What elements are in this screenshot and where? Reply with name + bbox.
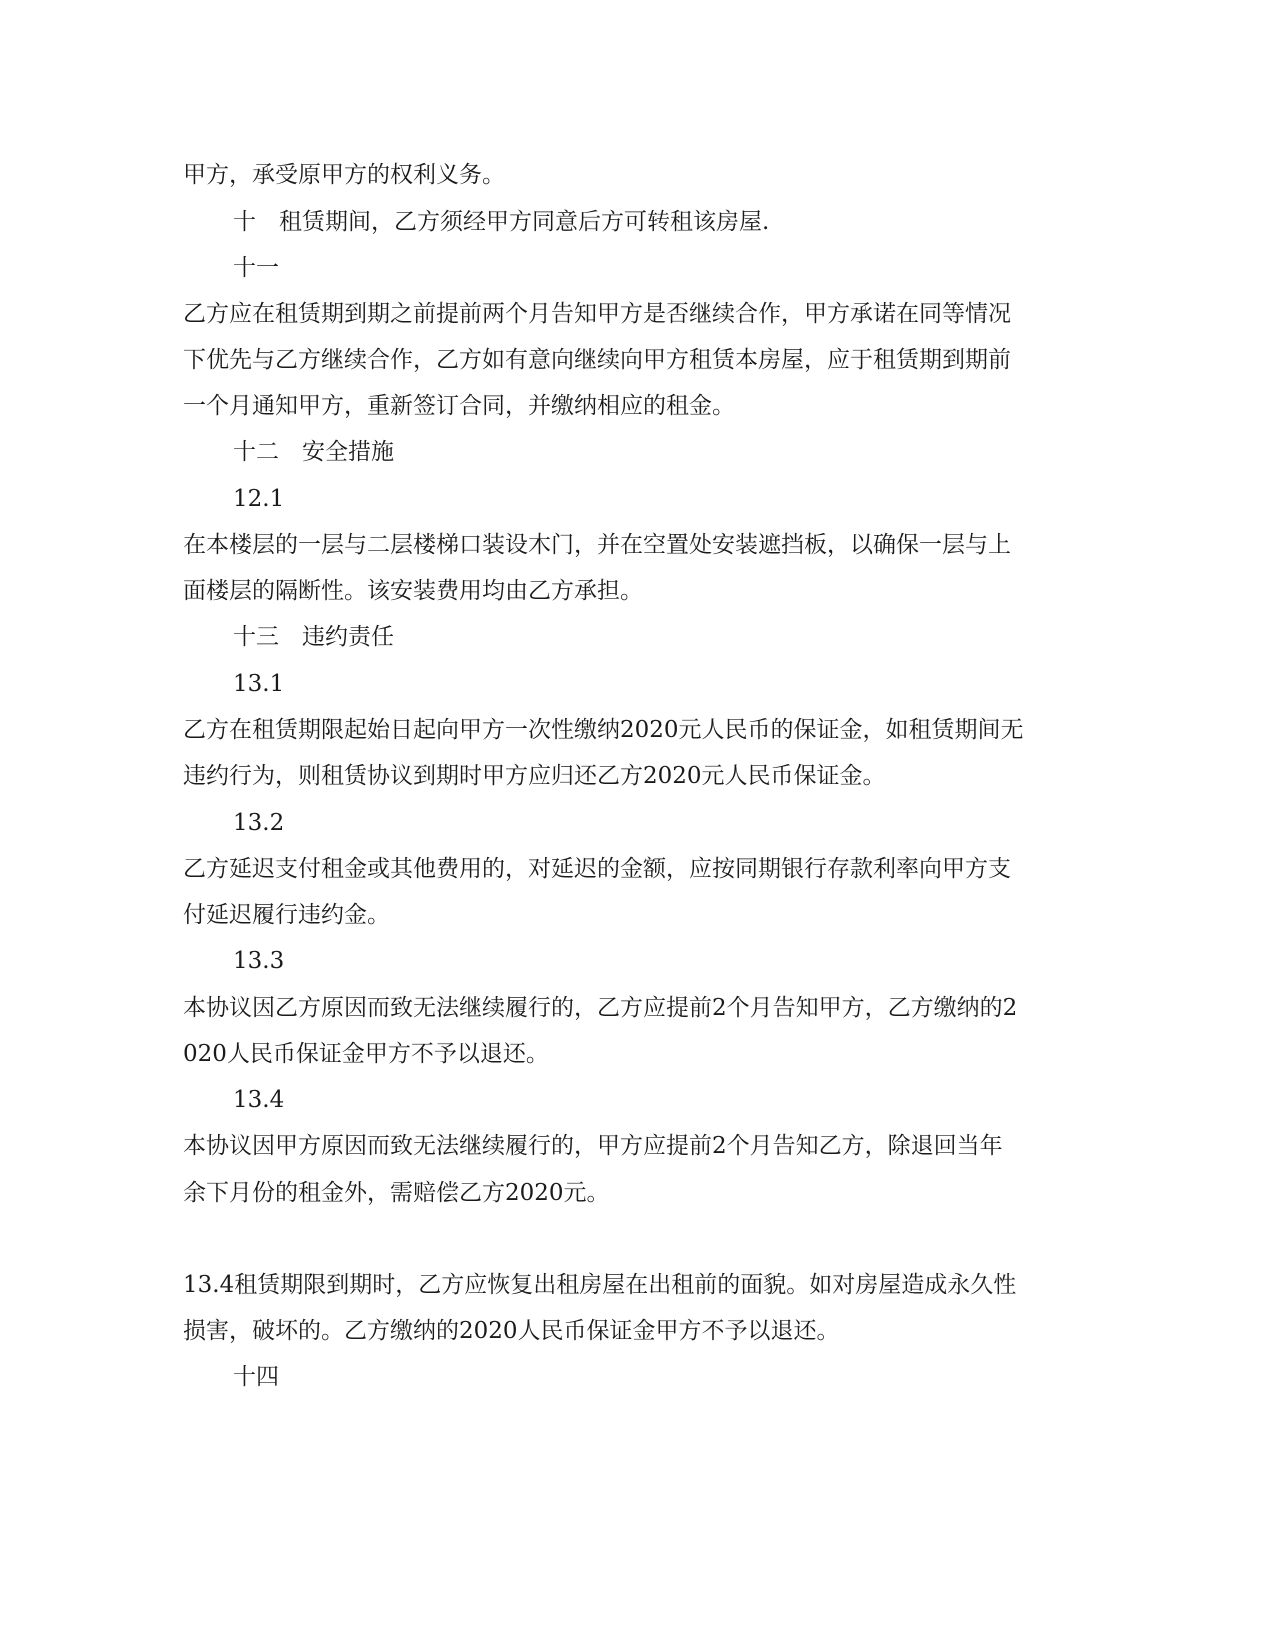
subclause-number: 13.3 [233, 948, 285, 974]
text-line: 甲方，承受原甲方的权利义务。 [183, 162, 505, 188]
clause-13-heading: 十三 违约责任 [233, 624, 394, 650]
subclause-number: 13.1 [233, 671, 285, 697]
clause-14-heading: 十四 [233, 1364, 279, 1390]
text-line: 余下月份的租金外，需赔偿乙方2020元。 [183, 1180, 610, 1206]
text-line: 下优先与乙方继续合作，乙方如有意向继续向甲方租赁本房屋，应于租赁期到期前 [183, 347, 1011, 373]
subclause-number: 13.4 [233, 1087, 285, 1113]
text-line: 付延迟履行违约金。 [183, 902, 390, 928]
clause-11-heading: 十一 [233, 255, 279, 281]
text-line: 一个月通知甲方，重新签订合同，并缴纳相应的租金。 [183, 393, 735, 419]
clause-10-heading: 十 租赁期间，乙方须经甲方同意后方可转租该房屋. [233, 209, 770, 235]
text-line: 在本楼层的一层与二层楼梯口装设木门，并在空置处安装遮挡板，以确保一层与上 [183, 532, 1011, 558]
text-line: 损害，破坏的。乙方缴纳的2020人民币保证金甲方不予以退还。 [183, 1318, 840, 1344]
text-line: 乙方延迟支付租金或其他费用的，对延迟的金额，应按同期银行存款利率向甲方支 [183, 856, 1011, 882]
clause-12-heading: 十二 安全措施 [233, 439, 394, 465]
text-line: 违约行为，则租赁协议到期时甲方应归还乙方2020元人民币保证金。 [183, 763, 886, 789]
text-line: 020人民币保证金甲方不予以退还。 [183, 1041, 549, 1067]
text-line: 本协议因甲方原因而致无法继续履行的，甲方应提前2个月告知乙方，除退回当年 [183, 1133, 1003, 1159]
text-line: 乙方在租赁期限起始日起向甲方一次性缴纳2020元人民币的保证金，如租赁期间无 [183, 717, 1024, 743]
text-line: 13.4租赁期限到期时，乙方应恢复出租房屋在出租前的面貌。如对房屋造成永久性 [183, 1272, 1017, 1298]
subclause-number: 13.2 [233, 810, 285, 836]
text-line: 乙方应在租赁期到期之前提前两个月告知甲方是否继续合作，甲方承诺在同等情况 [183, 301, 1011, 327]
subclause-number: 12.1 [233, 486, 285, 512]
text-line: 面楼层的隔断性。该安装费用均由乙方承担。 [183, 578, 643, 604]
text-line: 本协议因乙方原因而致无法继续履行的，乙方应提前2个月告知甲方，乙方缴纳的2 [183, 995, 1018, 1021]
